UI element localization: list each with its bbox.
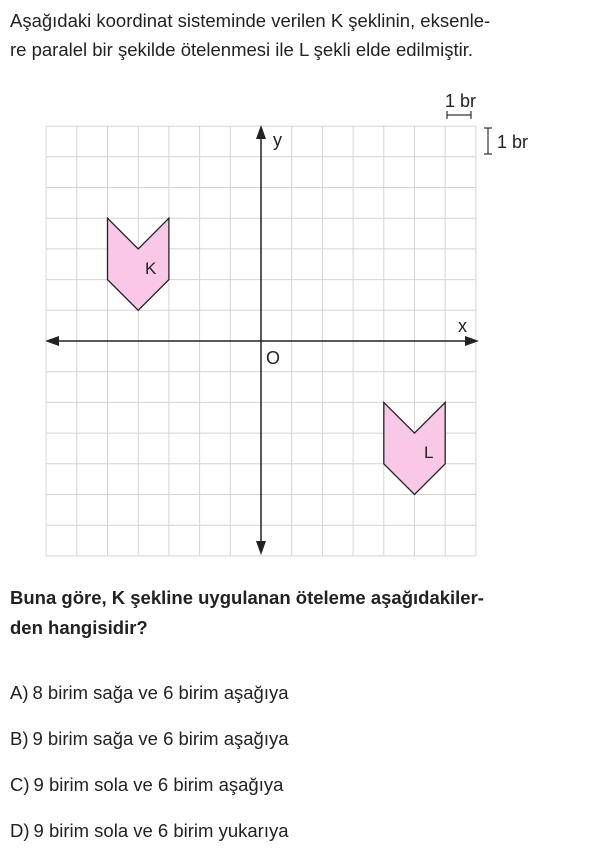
option-a-text: 8 birim sağa ve 6 birim aşağıya	[32, 682, 289, 703]
option-b-letter: B)	[10, 728, 29, 749]
question-prompt	[10, 583, 600, 643]
y-axis-bottom-arrow-icon	[256, 541, 266, 555]
x-axis-right-arrow-icon	[465, 336, 479, 346]
option-c-letter: C)	[10, 774, 30, 795]
coordinate-figure	[0, 85, 603, 565]
axis-y-label: y	[273, 130, 282, 150]
stem-line-1: Aşağıdaki koordinat sisteminde verilen K şeklinin, eksenle-	[10, 10, 491, 31]
shape-l-label: L	[424, 443, 434, 462]
question-stem	[10, 6, 595, 64]
unit-vertical-label: 1 br	[497, 132, 529, 152]
answer-options	[10, 676, 293, 860]
unit-horizontal-marker-icon	[447, 111, 471, 119]
shape-k-label: K	[145, 259, 157, 278]
option-c-text: 9 birim sola ve 6 birim aşağıya	[33, 774, 284, 795]
option-d[interactable]	[10, 814, 293, 860]
option-b-text: 9 birim sağa ve 6 birim aşağıya	[32, 728, 289, 749]
x-axis-left-arrow-icon	[45, 336, 59, 346]
origin-label: O	[266, 348, 281, 368]
option-d-letter: D)	[10, 820, 30, 841]
y-axis-top-arrow-icon	[256, 125, 266, 139]
option-a-letter: A)	[10, 682, 29, 703]
unit-vertical-marker-icon	[484, 128, 492, 154]
option-c[interactable]	[10, 768, 293, 814]
axis-x-label: x	[458, 316, 467, 336]
option-b[interactable]	[10, 722, 293, 768]
prompt-line-2: den hangisidir?	[10, 617, 148, 638]
option-d-text: 9 birim sola ve 6 birim yukarıya	[33, 820, 289, 841]
prompt-line-1: Buna göre, K şekline uygulanan öteleme aşağıdakiler-	[10, 587, 484, 608]
coordinate-grid	[0, 85, 603, 565]
option-a[interactable]	[10, 676, 293, 722]
stem-line-2: re paralel bir şekilde ötelenmesi ile L şekli elde edilmiştir.	[10, 39, 474, 60]
unit-horizontal-label: 1 br	[445, 91, 477, 111]
